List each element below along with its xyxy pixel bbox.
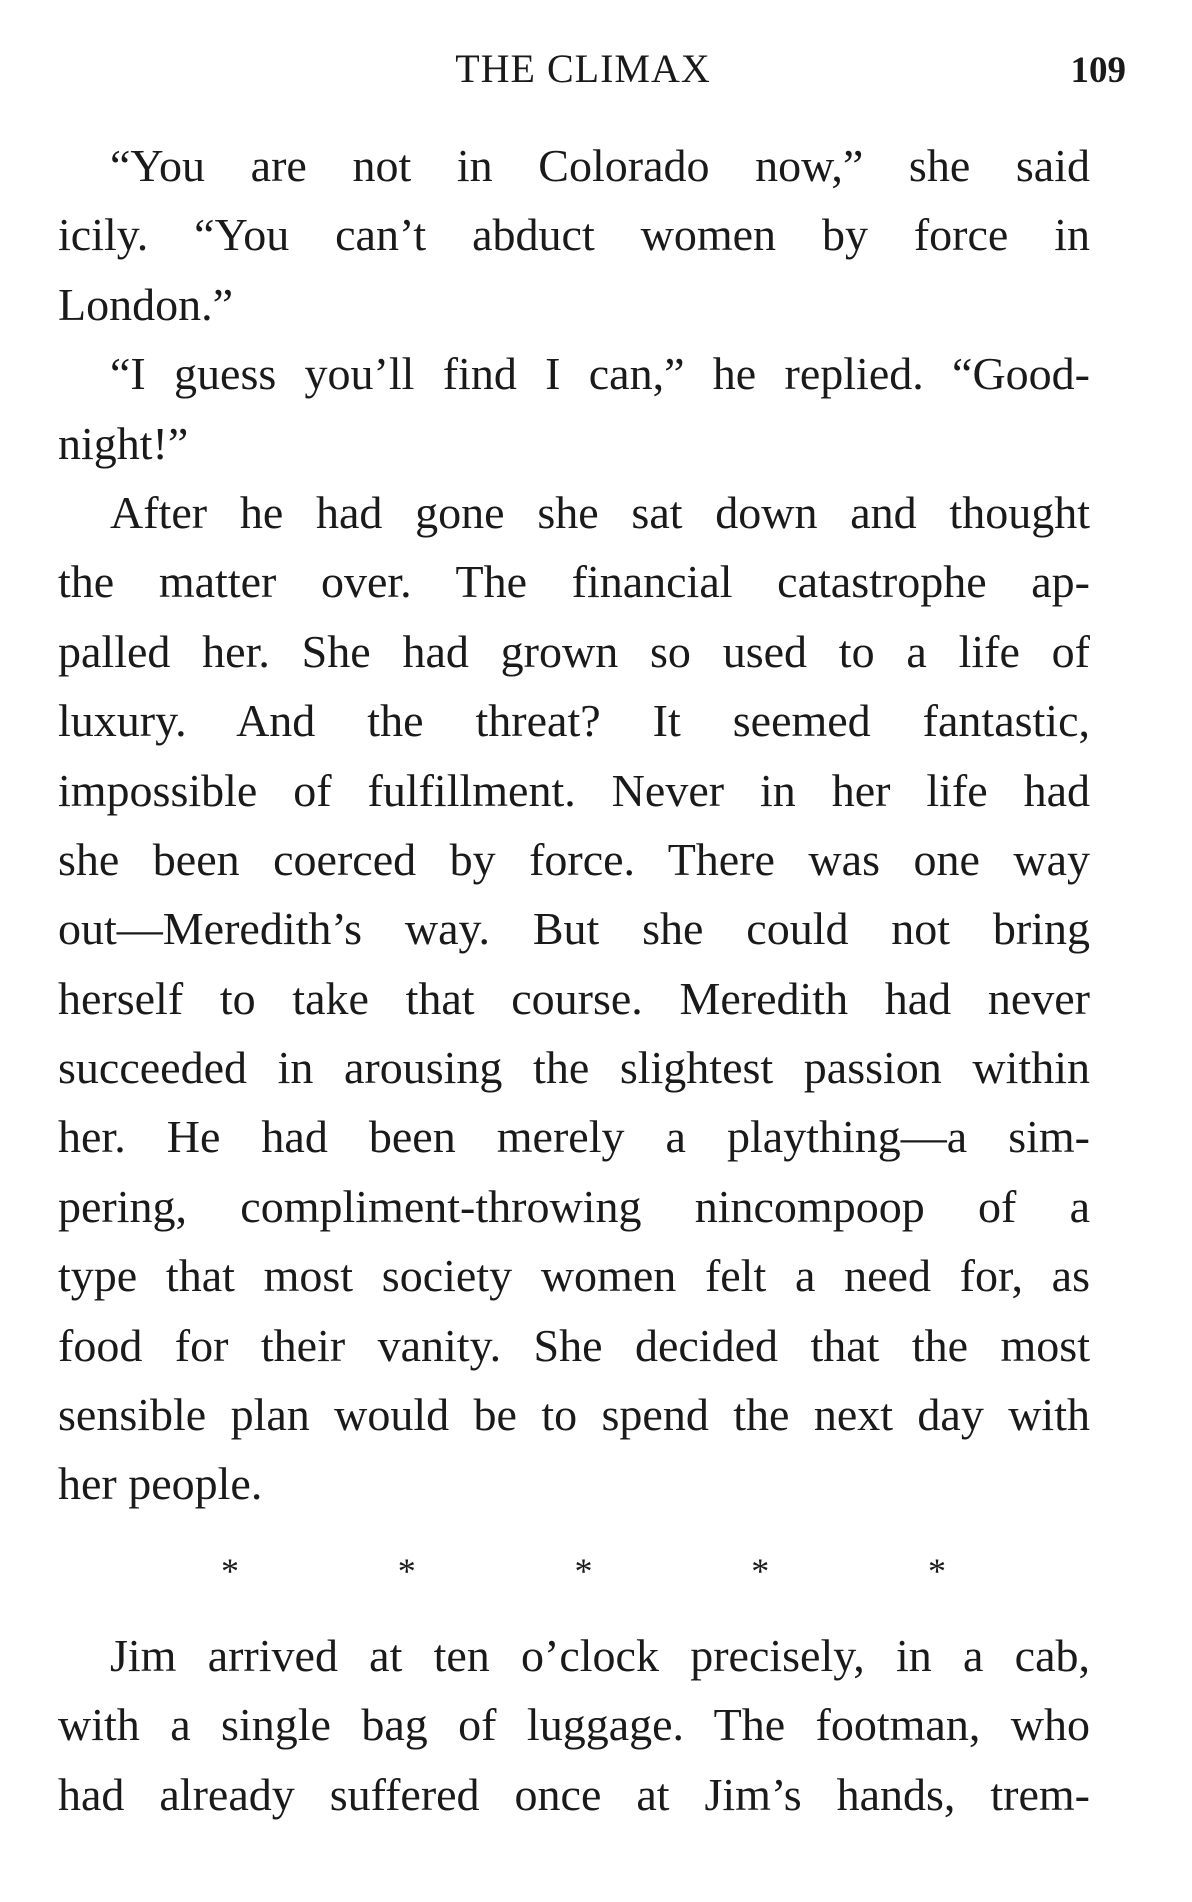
text-line: with a single bag of luggage. The footman, who bbox=[58, 1699, 1090, 1751]
text-line: pering, compliment-throwing nincompoop of a bbox=[58, 1180, 1090, 1232]
text-line: food for their vanity. She decided that the most bbox=[58, 1319, 1090, 1371]
text-line: herself to take that course. Meredith had never bbox=[58, 972, 1090, 1024]
text-line: her. He had been merely a plaything—a sim- bbox=[58, 1111, 1090, 1163]
text-line: After he had gone she sat down and thought bbox=[110, 486, 1090, 538]
text-line: icily. “You can’t abduct women by force in bbox=[58, 209, 1090, 261]
text-line: type that most society women felt a need for, as bbox=[58, 1250, 1090, 1302]
section-break bbox=[58, 1531, 1090, 1611]
text-line: “You are not in Colorado now,” she said bbox=[110, 140, 1090, 191]
text-line: out—Meredith’s way. But she could not bring bbox=[58, 903, 1090, 955]
asterisk: * bbox=[928, 1550, 946, 1591]
text-line: her people. bbox=[58, 1458, 263, 1510]
chapter-title: THE CLIMAX bbox=[455, 46, 711, 91]
text-line: night!” bbox=[58, 417, 189, 469]
body-text bbox=[58, 131, 1090, 1829]
text-line: succeeded in arousing the slightest passion within bbox=[58, 1042, 1090, 1094]
text-line: sensible plan would be to spend the next day with bbox=[58, 1389, 1090, 1441]
page-number: 109 bbox=[1070, 50, 1126, 91]
text-line: Jim arrived at ten o’clock precisely, in a cab, bbox=[110, 1629, 1090, 1681]
text-line: “I guess you’ll find I can,” he replied. “Good- bbox=[110, 348, 1090, 400]
text-line: impossible of fulfillment. Never in her life had bbox=[58, 764, 1090, 816]
asterisk: * bbox=[221, 1550, 239, 1591]
text-line: luxury. And the threat? It seemed fantastic, bbox=[58, 695, 1090, 747]
text-line: she been coerced by force. There was one way bbox=[58, 833, 1090, 885]
text-line: palled her. She had grown so used to a life of bbox=[58, 625, 1090, 677]
asterisk: * bbox=[751, 1550, 770, 1591]
asterisk: * bbox=[397, 1550, 416, 1591]
asterisk: * bbox=[574, 1550, 593, 1591]
text-line: had already suffered once at Jim’s hands, trem- bbox=[58, 1768, 1090, 1820]
text-line: the matter over. The financial catastrophe ap- bbox=[58, 556, 1090, 608]
text-line: London.” bbox=[58, 278, 234, 330]
running-head bbox=[58, 44, 1126, 94]
